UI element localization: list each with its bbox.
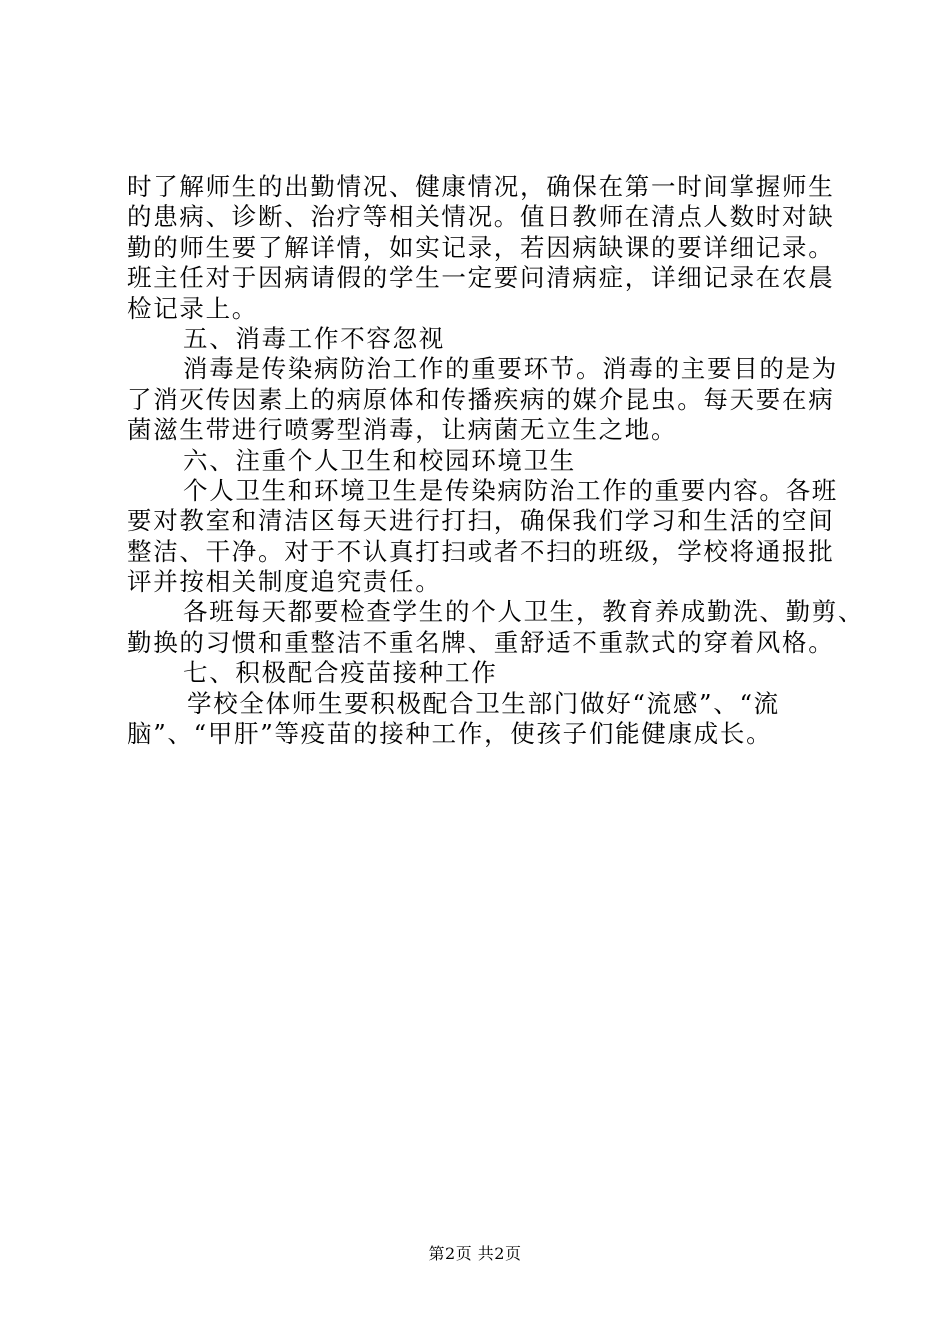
body-line: 了消灭传因素上的病原体和传播疾病的媒介昆虫。每天要在病 (127, 384, 835, 414)
body-line: 时了解师生的出勤情况、健康情况，确保在第一时间掌握师生 (127, 172, 835, 201)
document-body (127, 172, 865, 749)
body-line: 勤换的习惯和重整洁不重名牌、重舒适不重款式的穿着风格。 (127, 627, 835, 657)
page-footer: 第2页 共2页 (428, 1244, 522, 1263)
section-heading: 七、积极配合疫苗接种工作 (183, 658, 498, 688)
section-heading: 五、消毒工作不容忽视 (183, 323, 445, 353)
body-line: 勤的师生要了解详情，如实记录，若因病缺课的要详细记录。 (127, 232, 835, 262)
body-line: 学校全体师生要积极配合卫生部门做好“流感”、“流 (187, 688, 780, 718)
body-line: 消毒是传染病防治工作的重要环节。消毒的主要目的是为 (183, 354, 838, 384)
body-line: 各班每天都要检查学生的个人卫生，教育养成勤洗、勤剪、 (183, 597, 865, 627)
body-line: 菌滋生带进行喷雾型消毒，让病菌无立生之地。 (127, 415, 678, 445)
body-line: 脑”、“甲肝”等疫苗的接种工作，使孩子们能健康成长。 (127, 719, 773, 749)
body-line: 评并按相关制度追究责任。 (127, 567, 442, 597)
body-line: 班主任对于因病请假的学生一定要问清病症，详细记录在农晨 (127, 263, 835, 293)
body-line: 的患病、诊断、治疗等相关情况。值日教师在清点人数时对缺 (127, 202, 835, 232)
body-line: 检记录上。 (127, 293, 258, 323)
body-line: 要对教室和清洁区每天进行打扫，确保我们学习和生活的空间 (127, 506, 835, 536)
section-heading: 六、注重个人卫生和校园环境卫生 (183, 445, 576, 475)
body-line: 个人卫生和环境卫生是传染病防治工作的重要内容。各班 (183, 475, 838, 505)
body-line: 整洁、干净。对于不认真打扫或者不扫的班级，学校将通报批 (127, 536, 835, 566)
